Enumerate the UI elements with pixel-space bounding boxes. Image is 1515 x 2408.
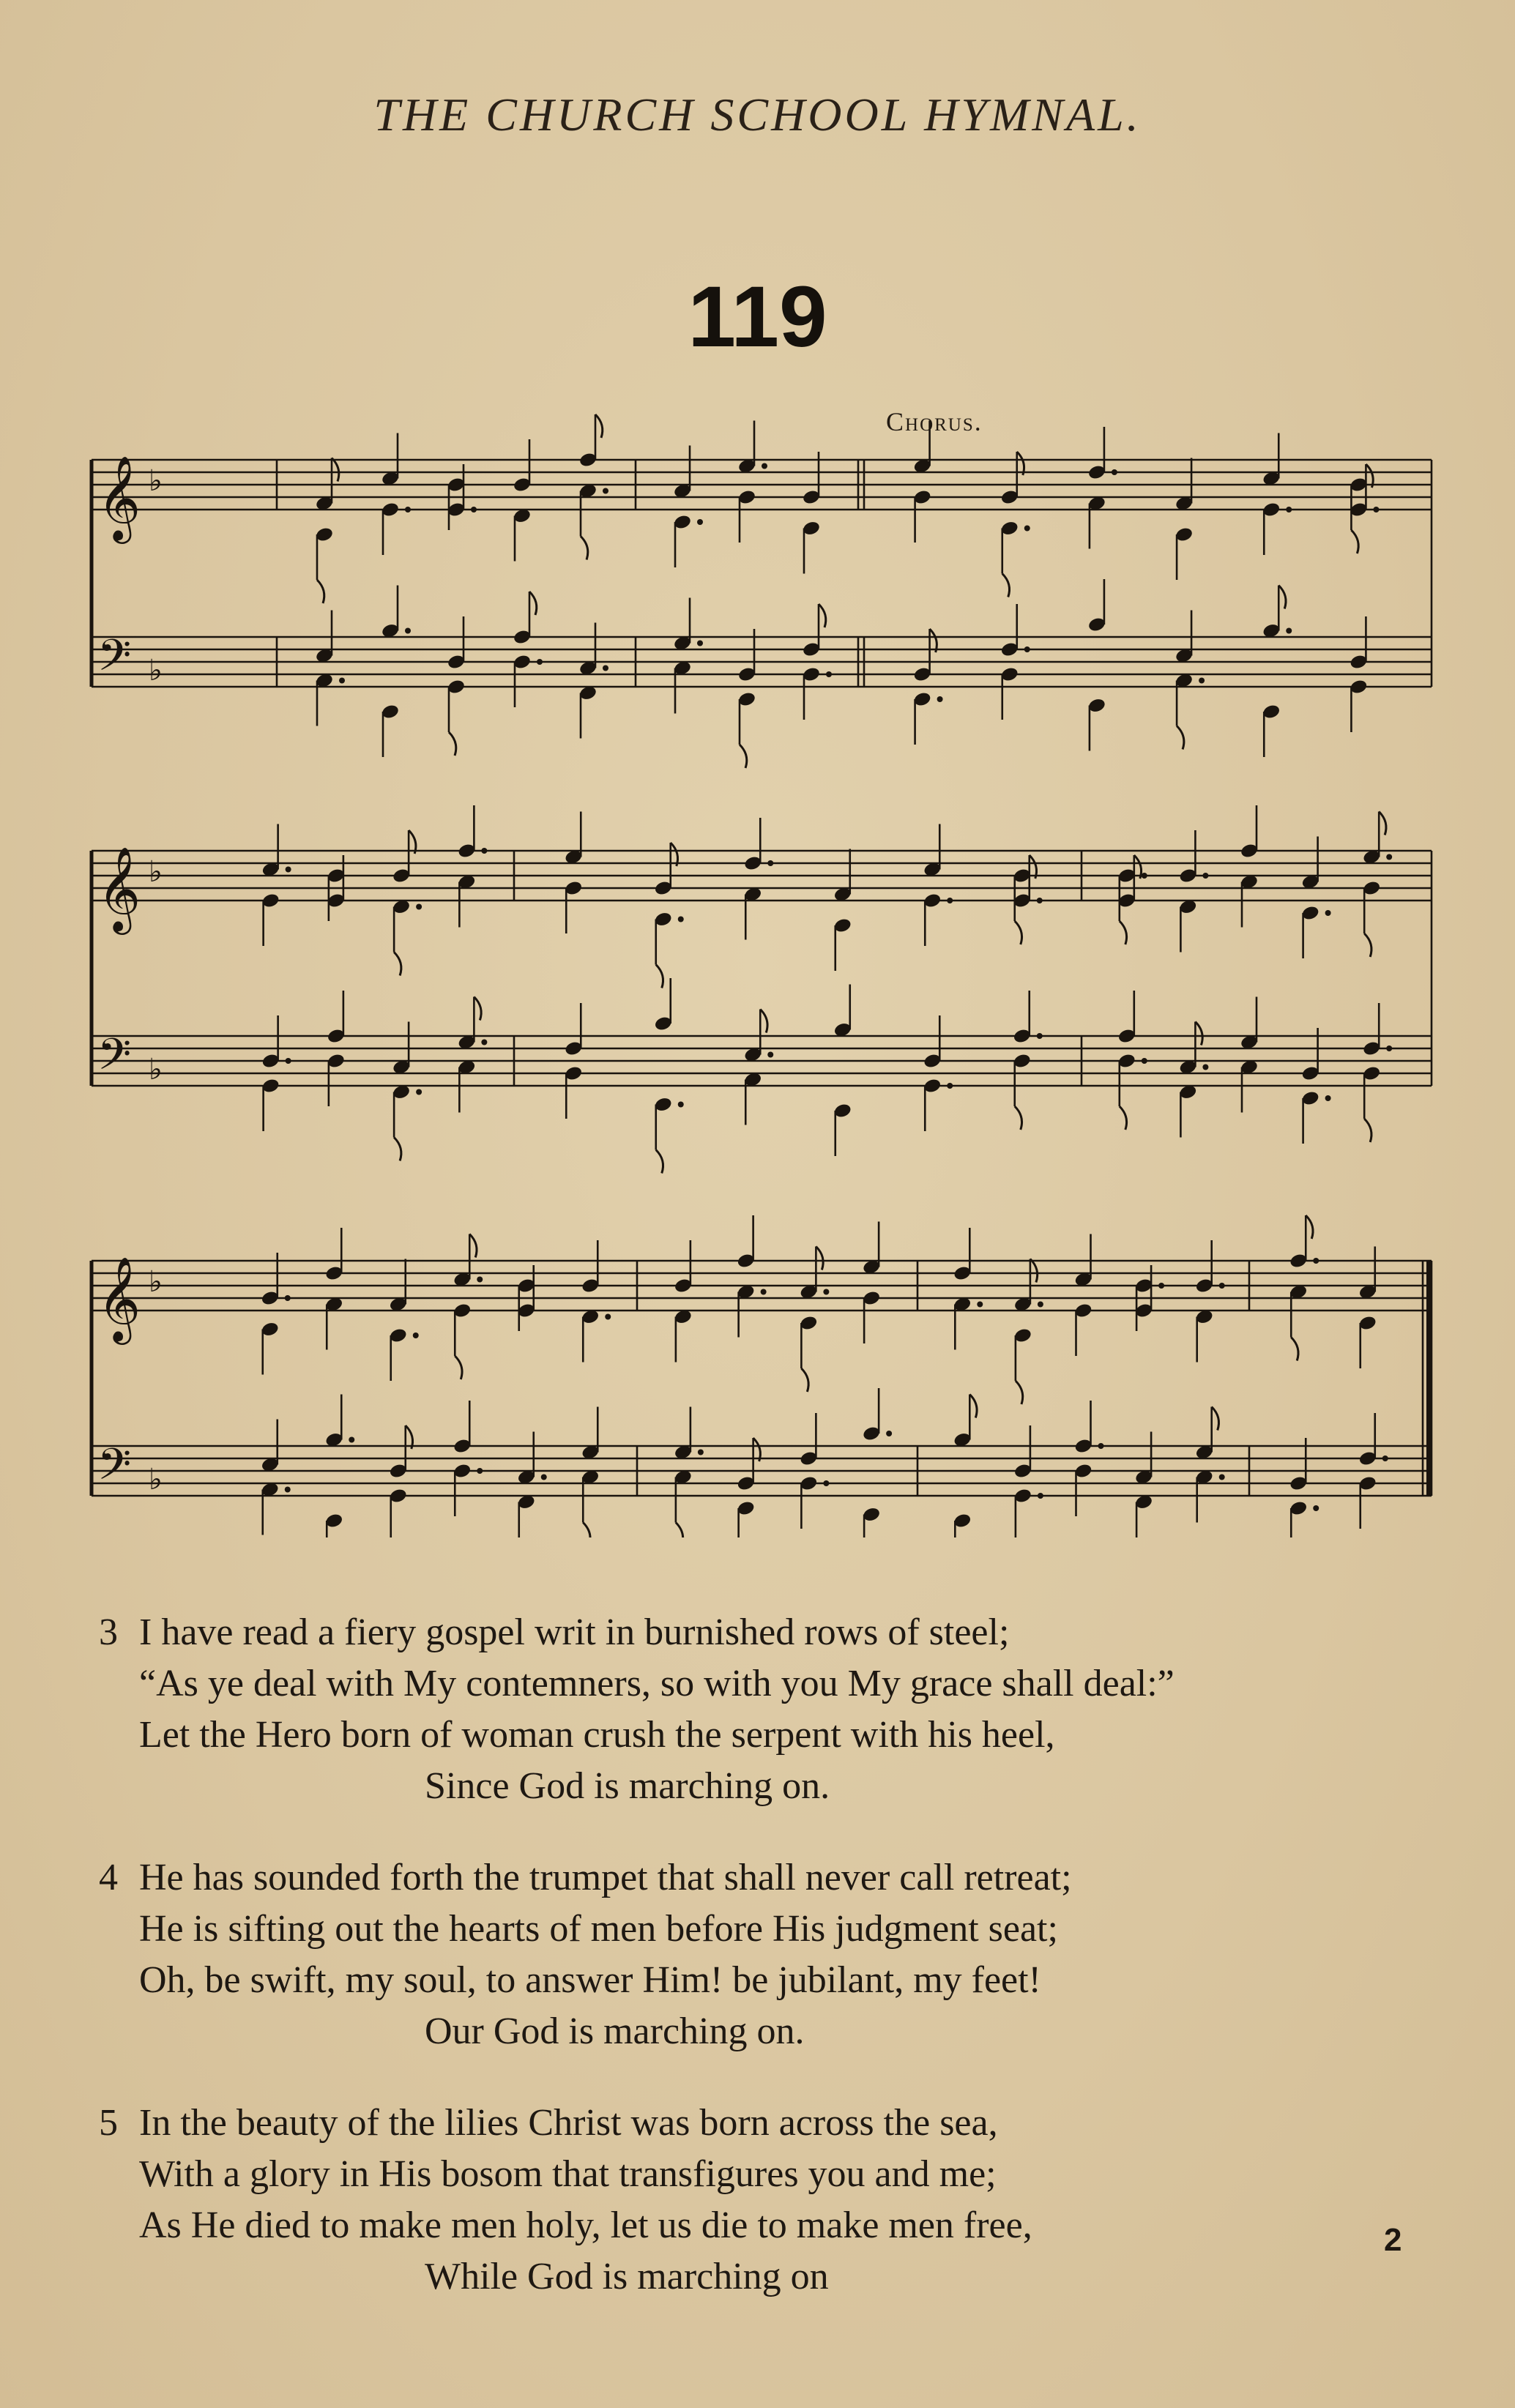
dot [481,848,487,854]
dot [1112,469,1117,475]
note-flag [317,580,324,603]
dot [947,898,953,903]
note-flag [1364,1119,1371,1142]
note-flag [455,1356,462,1379]
dot [339,678,345,684]
dot [1037,898,1043,903]
dot [405,628,411,634]
dot [1219,1475,1225,1480]
note-flag [583,1523,590,1538]
note-flag [595,414,603,438]
note-flag [1278,586,1286,609]
dot [1286,507,1292,512]
dot [1219,1283,1225,1289]
dot [405,507,411,512]
dot [767,860,773,866]
dot [285,1487,291,1493]
signature-mark: 2 [1384,2222,1402,2258]
dot [471,507,477,512]
dot [413,1332,419,1338]
note-flag [816,1247,823,1270]
note-flag [1030,1259,1038,1283]
bass-clef-icon: 𝄢 [97,1029,132,1090]
flat-icon: ♭ [149,464,163,498]
note-flag [819,604,826,627]
dot [416,904,422,910]
stanza-number: 5 [99,2102,118,2144]
running-head: THE CHURCH SCHOOL HYMNAL. [373,89,1142,141]
dot [1325,1095,1331,1101]
stanza-line: As He died to make men holy, let us die to make men free, [139,2204,1032,2246]
dot [678,917,684,922]
dot [937,696,943,702]
note-flag [1177,726,1184,750]
dot [1098,1443,1104,1449]
flat-icon: ♭ [149,654,163,687]
dot [416,1089,422,1095]
dot [1373,507,1379,512]
dot [1024,646,1030,652]
dot [697,641,703,646]
note-flag [394,1138,401,1161]
note-flag [1015,1106,1022,1130]
dot [697,519,703,525]
dot [605,1314,611,1320]
dot [1386,854,1392,860]
dot [1037,1033,1043,1039]
stanza-line: Let the Hero born of woman crush the serpent with his heel, [139,1714,1055,1756]
dot [1024,526,1030,532]
stanza-number: 4 [99,1857,118,1898]
note-flag [1351,530,1358,553]
note-flag [1016,1381,1023,1404]
stanza-refrain-line: While God is marching on [425,2256,829,2297]
flat-icon: ♭ [149,1265,163,1299]
dot [886,1431,892,1436]
note-flag [1195,1022,1202,1045]
dot [1142,1058,1147,1064]
dot [698,1450,704,1455]
stanza-line: I have read a fiery gospel writ in burnished rows of steel; [139,1611,1010,1653]
note-flag [581,537,588,560]
note-flag [1120,921,1127,944]
note-flag [474,997,481,1021]
dot [286,867,291,873]
dot [349,1437,354,1443]
dot [1142,873,1147,879]
dot [767,1052,773,1058]
note-flag [656,965,663,988]
note-flag [676,1523,683,1538]
note-flag [1364,933,1371,957]
note-flag [1212,1407,1219,1431]
stanza-3 [95,1607,1486,1812]
dot [823,1480,829,1486]
dot [1038,1302,1043,1308]
dot [1313,1258,1319,1264]
flat-icon: ♭ [149,1053,163,1086]
hymn-number: 119 [688,269,827,365]
note-flag [656,1150,663,1174]
note-flag [1120,1106,1127,1130]
dot [1158,1283,1164,1289]
dot [823,1289,829,1295]
dot [826,671,832,677]
dot [678,1102,684,1108]
stanza-refrain-line: Since God is marching on. [425,1765,830,1807]
stanza-line: “As ye deal with My contemners, so with you My grace shall deal:” [139,1663,1175,1704]
dot [286,1058,291,1064]
dot [1313,1505,1319,1511]
dot [603,488,608,494]
note-flag [1015,921,1022,944]
stanza-line: Oh, be swift, my soul, to answer Him! be jubilant, my feet! [139,1959,1041,2001]
dot [481,1040,487,1045]
stanza-line: He is sifting out the hearts of men before His judgment seat; [139,1908,1058,1950]
stanza-line: With a glory in His bosom that transfigures you and me; [139,2153,997,2195]
dot [1038,1493,1043,1499]
note-flag [449,732,456,756]
dot [762,463,767,469]
note-flag [332,458,339,482]
stanza-number: 3 [99,1611,118,1653]
treble-clef-icon: 𝄞 [97,455,141,540]
stanza-4 [95,1852,1486,2057]
stanza-line: In the beauty of the lilies Christ was born across the sea, [139,2102,998,2144]
dot [1199,678,1205,684]
dot [603,666,608,671]
flat-icon: ♭ [149,855,163,889]
note-flag [1306,1215,1313,1239]
dot [977,1302,983,1308]
dot [1386,1045,1392,1051]
dot [761,1289,767,1295]
dot [477,1277,483,1283]
dot [477,1468,483,1474]
note-flag [801,1368,808,1392]
note-flag [394,953,401,976]
dot [1202,1065,1208,1070]
dot [1202,873,1208,879]
note-flag [469,1234,477,1258]
note-flag [969,1395,977,1418]
dot [541,1475,547,1480]
note-flag [740,745,747,768]
dot [1382,1455,1388,1461]
dot [1286,628,1292,634]
note-flag [760,1010,767,1033]
treble-clef-icon: 𝄞 [97,846,141,931]
flat-icon: ♭ [149,1463,163,1496]
treble-clef-icon: 𝄞 [97,1256,141,1341]
bass-clef-icon: 𝄢 [97,1439,132,1500]
stanza-refrain-line: Our God is marching on. [425,2010,805,2052]
chorus-label: Chorus. [886,407,983,436]
stanza-line: He has sounded forth the trumpet that shall never call retreat; [139,1857,1072,1898]
bass-clef-icon: 𝄢 [97,630,132,691]
stanza-5 [95,2098,1486,2303]
note-flag [1002,574,1010,597]
note-flag [529,592,537,615]
dot [1325,910,1331,916]
note-flag [1379,812,1386,835]
note-flag [1291,1338,1298,1361]
dot [537,659,543,665]
dot [947,1083,953,1089]
dot [285,1295,291,1301]
